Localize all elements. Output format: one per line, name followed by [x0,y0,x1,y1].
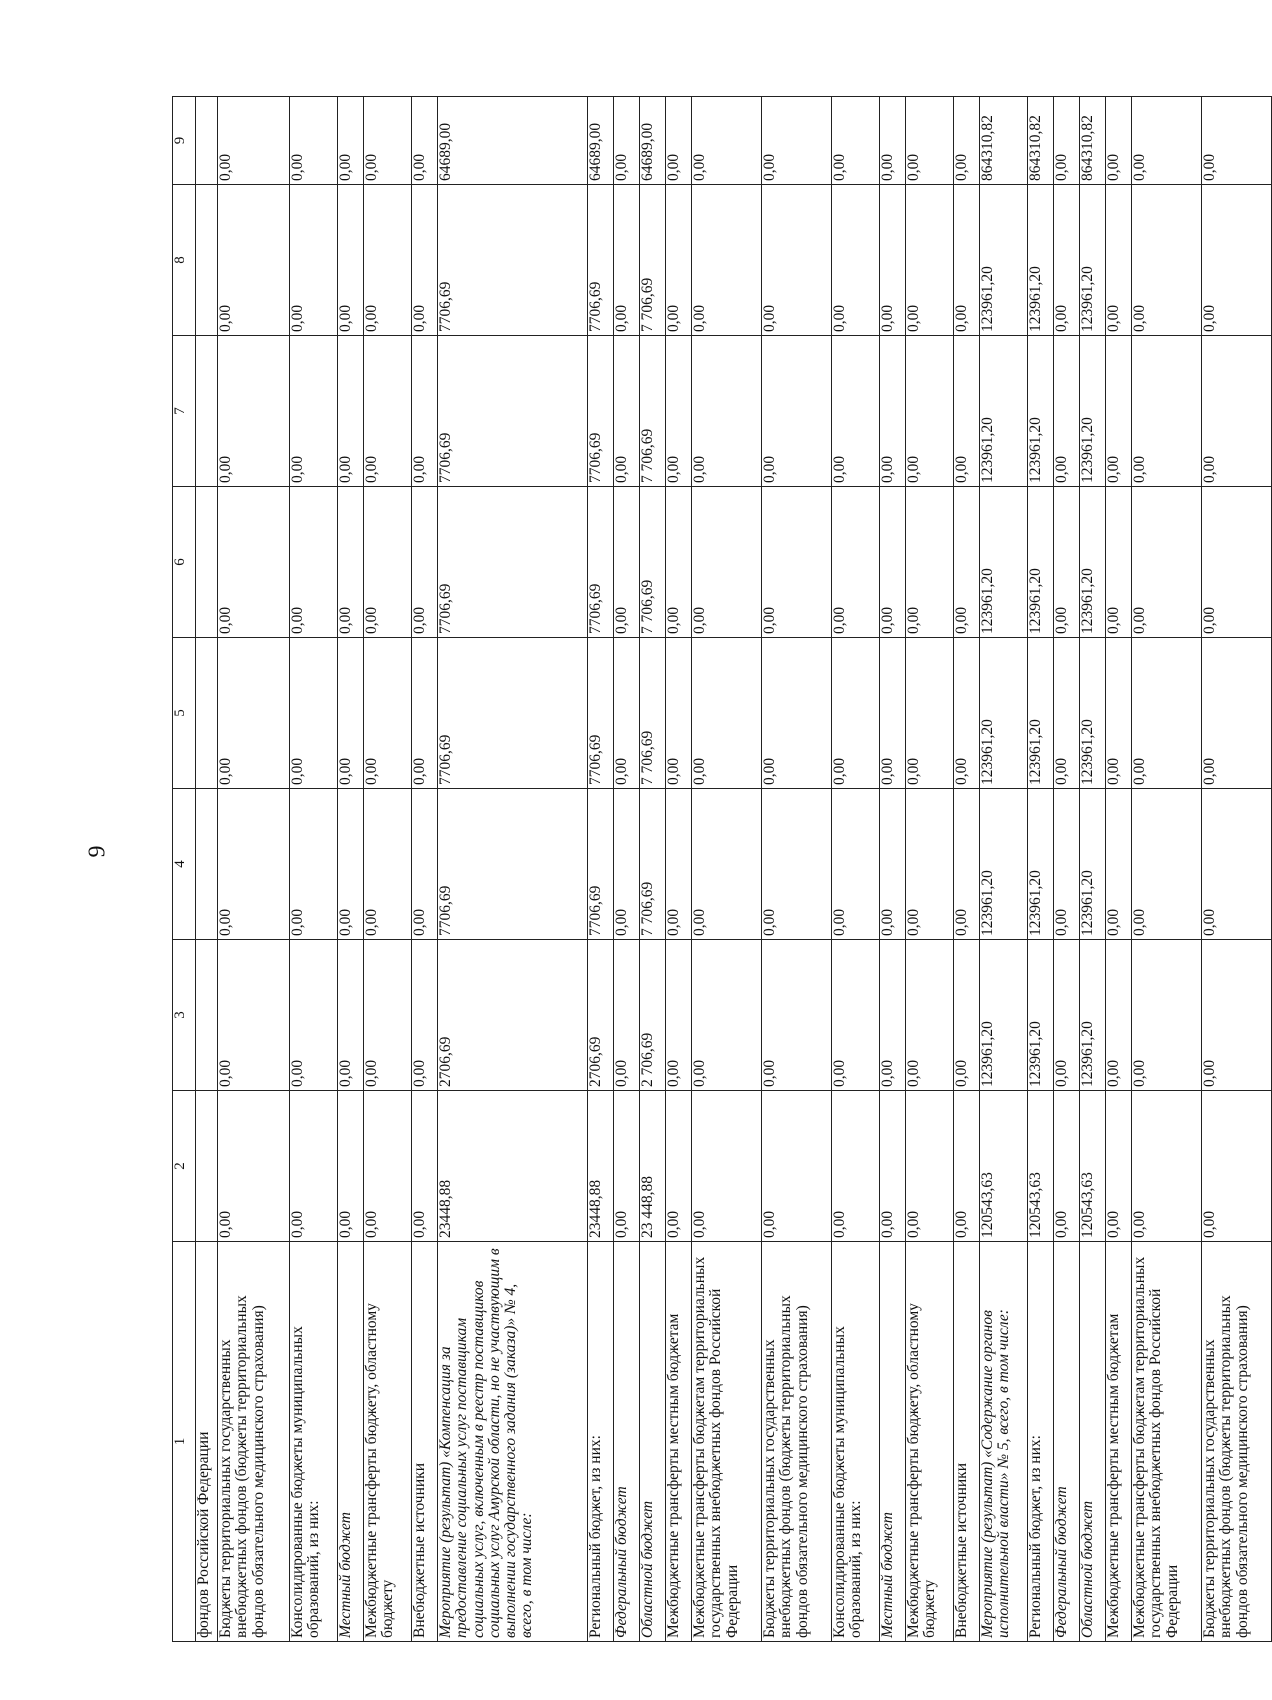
value-cell: 123961,20 [1028,185,1054,336]
value-cell: 0,00 [364,185,412,336]
value-cell: 0,00 [906,487,954,638]
value-cell: 7 706,69 [640,789,666,940]
value-cell: 2 706,69 [640,940,666,1091]
row-label: Местный бюджет [338,1242,364,1642]
value-cell: 7706,69 [588,487,614,638]
value-cell: 0,00 [218,789,290,940]
value-cell: 123961,20 [980,185,1028,336]
value-cell: 0,00 [290,336,338,487]
value-cell: 0,00 [666,1091,692,1242]
value-cell: 123961,20 [980,336,1028,487]
value-cell: 0,00 [1106,789,1132,940]
table-row [1054,97,1080,1642]
row-label: Внебюджетные источники [954,1242,980,1642]
table-row [1132,97,1202,1642]
value-cell [196,789,218,940]
value-cell: 123961,20 [1028,940,1054,1091]
value-cell [196,185,218,336]
row-label: Межбюджетные трансферты местным бюджетам [666,1242,692,1642]
value-cell: 0,00 [290,1091,338,1242]
value-cell: 0,00 [666,940,692,1091]
value-cell: 0,00 [338,185,364,336]
value-cell: 123961,20 [980,940,1028,1091]
value-cell: 0,00 [1106,487,1132,638]
value-cell: 123961,20 [980,487,1028,638]
value-cell [196,97,218,185]
value-cell: 0,00 [1202,97,1272,185]
value-cell: 0,00 [412,940,438,1091]
row-label: Региональный бюджет, из них: [588,1242,614,1642]
row-label: Внебюджетные источники [412,1242,438,1642]
table-row [1106,97,1132,1642]
value-cell: 0,00 [692,789,762,940]
value-cell: 0,00 [614,940,640,1091]
value-cell: 0,00 [364,789,412,940]
value-cell: 7 706,69 [640,185,666,336]
value-cell: 0,00 [832,336,880,487]
value-cell: 0,00 [954,185,980,336]
value-cell: 7 706,69 [640,487,666,638]
value-cell: 0,00 [364,638,412,789]
value-cell: 0,00 [412,638,438,789]
value-cell: 0,00 [954,487,980,638]
value-cell: 0,00 [880,789,906,940]
value-cell: 0,00 [762,487,832,638]
value-cell: 0,00 [666,185,692,336]
row-label: Федеральный бюджет [614,1242,640,1642]
value-cell: 0,00 [1202,1091,1272,1242]
value-cell: 0,00 [954,789,980,940]
header-row [173,97,196,1642]
value-cell: 0,00 [692,336,762,487]
row-label: фондов Российской Федерации [196,1242,218,1642]
value-cell: 0,00 [692,97,762,185]
value-cell [196,1091,218,1242]
value-cell: 0,00 [692,638,762,789]
value-cell: 123961,20 [1028,789,1054,940]
value-cell: 0,00 [666,638,692,789]
row-label: Консолидированные бюджеты муниципальных образований, из них: [832,1242,880,1642]
value-cell: 0,00 [338,1091,364,1242]
row-label: Межбюджетные трансферты бюджетам территориальных государственных внебюджетных фондов Российской Федерации [692,1242,762,1642]
value-cell: 0,00 [906,97,954,185]
value-cell [196,638,218,789]
row-label: Региональный бюджет, из них: [1028,1242,1054,1642]
value-cell: 0,00 [692,940,762,1091]
value-cell: 0,00 [218,185,290,336]
value-cell: 7706,69 [588,638,614,789]
value-cell: 0,00 [290,638,338,789]
value-cell: 0,00 [762,789,832,940]
column-header: 9 [173,97,196,185]
value-cell: 0,00 [1202,940,1272,1091]
value-cell: 120543,63 [980,1091,1028,1242]
value-cell: 0,00 [412,185,438,336]
value-cell: 0,00 [1132,97,1202,185]
value-cell: 0,00 [1054,336,1080,487]
column-header: 7 [173,336,196,487]
value-cell: 123961,20 [1028,336,1054,487]
value-cell: 0,00 [338,789,364,940]
value-cell: 0,00 [290,940,338,1091]
row-label: Межбюджетные трансферты бюджетам территориальных государственных внебюджетных фондов Российской Федерации [1132,1242,1202,1642]
value-cell: 0,00 [1132,940,1202,1091]
value-cell: 2706,69 [588,940,614,1091]
value-cell: 123961,20 [1080,336,1106,487]
row-label: Местный бюджет [880,1242,906,1642]
value-cell: 0,00 [762,940,832,1091]
value-cell: 0,00 [666,336,692,487]
value-cell: 0,00 [762,638,832,789]
value-cell: 0,00 [1054,487,1080,638]
table-row [218,97,290,1642]
value-cell: 0,00 [1132,638,1202,789]
value-cell: 123961,20 [980,638,1028,789]
value-cell: 864310,82 [1080,97,1106,185]
value-cell: 64689,00 [640,97,666,185]
value-cell: 0,00 [762,1091,832,1242]
table-row [1202,97,1272,1642]
value-cell: 123961,20 [1080,940,1106,1091]
value-cell: 0,00 [412,336,438,487]
row-label: Бюджеты территориальных государственных внебюджетных фондов (бюджеты территориальных фондов обязательного медицинского страхования) [218,1242,290,1642]
value-cell: 0,00 [218,487,290,638]
row-label: Бюджеты территориальных государственных внебюджетных фондов (бюджеты территориальных фондов обязательного медицинского страхования) [762,1242,832,1642]
value-cell: 0,00 [906,1091,954,1242]
value-cell: 0,00 [954,1091,980,1242]
column-header: 4 [173,789,196,940]
table-row [906,97,954,1642]
value-cell: 0,00 [880,1091,906,1242]
value-cell: 0,00 [880,487,906,638]
value-cell: 0,00 [1202,336,1272,487]
value-cell: 123961,20 [1080,185,1106,336]
value-cell: 0,00 [692,185,762,336]
column-header: 5 [173,638,196,789]
table-row [438,97,588,1642]
value-cell: 0,00 [218,97,290,185]
value-cell: 0,00 [614,1091,640,1242]
value-cell: 123961,20 [1080,638,1106,789]
column-header: 6 [173,487,196,638]
row-label: Консолидированные бюджеты муниципальных образований, из них: [290,1242,338,1642]
value-cell: 0,00 [218,336,290,487]
value-cell: 0,00 [290,185,338,336]
value-cell: 0,00 [338,487,364,638]
value-cell: 0,00 [614,487,640,638]
value-cell: 120543,63 [1080,1091,1106,1242]
value-cell: 0,00 [954,638,980,789]
value-cell: 0,00 [412,789,438,940]
value-cell: 0,00 [290,789,338,940]
table-row [880,97,906,1642]
value-cell: 0,00 [412,1091,438,1242]
value-cell: 7706,69 [588,789,614,940]
value-cell: 0,00 [762,97,832,185]
row-label: Мероприятие (результат) «Компенсация за предоставление социальных услуг поставщикам социальных услуг, включенным в реестр поставщиков социальных услуг Амурской области, но не участвующим в выполнении государственного задания (заказа)» № 4, всего, в том числе: [438,1242,588,1642]
table-row [1028,97,1054,1642]
value-cell: 64689,00 [438,97,588,185]
value-cell: 0,00 [614,97,640,185]
value-cell: 123961,20 [1080,487,1106,638]
value-cell: 0,00 [762,336,832,487]
value-cell: 0,00 [290,487,338,638]
value-cell: 0,00 [614,638,640,789]
value-cell: 0,00 [338,336,364,487]
value-cell: 0,00 [832,97,880,185]
table-row [762,97,832,1642]
value-cell: 0,00 [412,487,438,638]
value-cell: 0,00 [880,336,906,487]
table-row [832,97,880,1642]
value-cell: 0,00 [1106,1091,1132,1242]
value-cell: 0,00 [832,1091,880,1242]
row-label: Межбюджетные трансферты бюджету, областному бюджету [906,1242,954,1642]
value-cell: 0,00 [1132,185,1202,336]
column-header: 2 [173,1091,196,1242]
value-cell: 0,00 [1106,97,1132,185]
value-cell: 864310,82 [1028,97,1054,185]
value-cell: 0,00 [1202,185,1272,336]
value-cell: 0,00 [218,940,290,1091]
column-header: 1 [173,1242,196,1642]
value-cell: 0,00 [614,185,640,336]
row-label: Бюджеты территориальных государственных внебюджетных фондов (бюджеты территориальных фондов обязательного медицинского страхования) [1202,1242,1272,1642]
value-cell: 0,00 [338,940,364,1091]
table-row [666,97,692,1642]
value-cell: 2706,69 [438,940,588,1091]
value-cell: 0,00 [954,940,980,1091]
value-cell: 0,00 [1202,789,1272,940]
value-cell: 0,00 [614,789,640,940]
value-cell: 0,00 [832,185,880,336]
table-row [954,97,980,1642]
value-cell: 64689,00 [588,97,614,185]
value-cell: 0,00 [364,940,412,1091]
row-label: Федеральный бюджет [1054,1242,1080,1642]
value-cell: 7706,69 [438,638,588,789]
table-row [614,97,640,1642]
value-cell: 0,00 [364,336,412,487]
value-cell: 0,00 [954,97,980,185]
value-cell: 0,00 [338,97,364,185]
value-cell: 0,00 [412,97,438,185]
value-cell: 0,00 [218,638,290,789]
table-row [588,97,614,1642]
value-cell: 23448,88 [438,1091,588,1242]
column-header: 3 [173,940,196,1091]
budget-table [172,96,1272,1642]
value-cell: 7 706,69 [640,638,666,789]
value-cell: 0,00 [364,97,412,185]
value-cell: 0,00 [614,336,640,487]
value-cell: 0,00 [290,97,338,185]
value-cell: 0,00 [1054,185,1080,336]
value-cell: 0,00 [880,97,906,185]
value-cell: 7 706,69 [640,336,666,487]
value-cell: 123961,20 [1028,638,1054,789]
value-cell: 0,00 [880,940,906,1091]
value-cell: 23 448,88 [640,1091,666,1242]
value-cell: 0,00 [1106,940,1132,1091]
table-row [364,97,412,1642]
value-cell: 0,00 [338,638,364,789]
table-row [1080,97,1106,1642]
value-cell: 0,00 [1106,336,1132,487]
value-cell: 0,00 [1054,1091,1080,1242]
value-cell: 0,00 [218,1091,290,1242]
value-cell: 0,00 [666,97,692,185]
value-cell: 0,00 [364,487,412,638]
table-row [980,97,1028,1642]
value-cell: 0,00 [1132,487,1202,638]
value-cell: 0,00 [1202,487,1272,638]
table-row [196,97,218,1642]
value-cell: 0,00 [906,940,954,1091]
value-cell: 0,00 [906,789,954,940]
value-cell: 0,00 [1106,638,1132,789]
value-cell: 0,00 [692,1091,762,1242]
row-label: Межбюджетные трансферты местным бюджетам [1106,1242,1132,1642]
value-cell: 7706,69 [588,185,614,336]
table-row [412,97,438,1642]
value-cell: 0,00 [832,638,880,789]
table-row [290,97,338,1642]
rotated-table-container [172,97,1251,1642]
value-cell: 123961,20 [1028,487,1054,638]
value-cell: 123961,20 [980,789,1028,940]
row-label: Областной бюджет [1080,1242,1106,1642]
value-cell: 0,00 [1054,940,1080,1091]
value-cell: 0,00 [906,185,954,336]
value-cell: 0,00 [880,638,906,789]
value-cell: 23448,88 [588,1091,614,1242]
column-header: 8 [173,185,196,336]
value-cell: 0,00 [1054,638,1080,789]
value-cell: 7706,69 [438,789,588,940]
value-cell: 0,00 [692,487,762,638]
value-cell: 0,00 [1132,336,1202,487]
value-cell [196,336,218,487]
row-label: Мероприятие (результат) «Содержание органов исполнительной власти» № 5, всего, в том числе: [980,1242,1028,1642]
value-cell: 0,00 [832,487,880,638]
value-cell: 0,00 [1202,638,1272,789]
value-cell: 0,00 [762,185,832,336]
value-cell: 0,00 [666,487,692,638]
value-cell: 7706,69 [588,336,614,487]
value-cell: 0,00 [906,336,954,487]
value-cell: 0,00 [880,185,906,336]
value-cell: 0,00 [832,789,880,940]
value-cell: 0,00 [832,940,880,1091]
row-label: Областной бюджет [640,1242,666,1642]
value-cell: 0,00 [1106,185,1132,336]
table-row [692,97,762,1642]
value-cell: 7706,69 [438,336,588,487]
value-cell [196,487,218,638]
value-cell: 120543,63 [1028,1091,1054,1242]
table-row [640,97,666,1642]
value-cell: 0,00 [1054,97,1080,185]
value-cell: 0,00 [364,1091,412,1242]
value-cell: 864310,82 [980,97,1028,185]
row-label: Межбюджетные трансферты бюджету, областному бюджету [364,1242,412,1642]
page-number: 9 [84,845,111,858]
value-cell: 123961,20 [1080,789,1106,940]
value-cell [196,940,218,1091]
table-row [338,97,364,1642]
value-cell: 0,00 [954,336,980,487]
value-cell: 0,00 [1132,789,1202,940]
value-cell: 0,00 [666,789,692,940]
value-cell: 7706,69 [438,487,588,638]
value-cell: 0,00 [1054,789,1080,940]
value-cell: 0,00 [906,638,954,789]
value-cell: 0,00 [1132,1091,1202,1242]
value-cell: 7706,69 [438,185,588,336]
